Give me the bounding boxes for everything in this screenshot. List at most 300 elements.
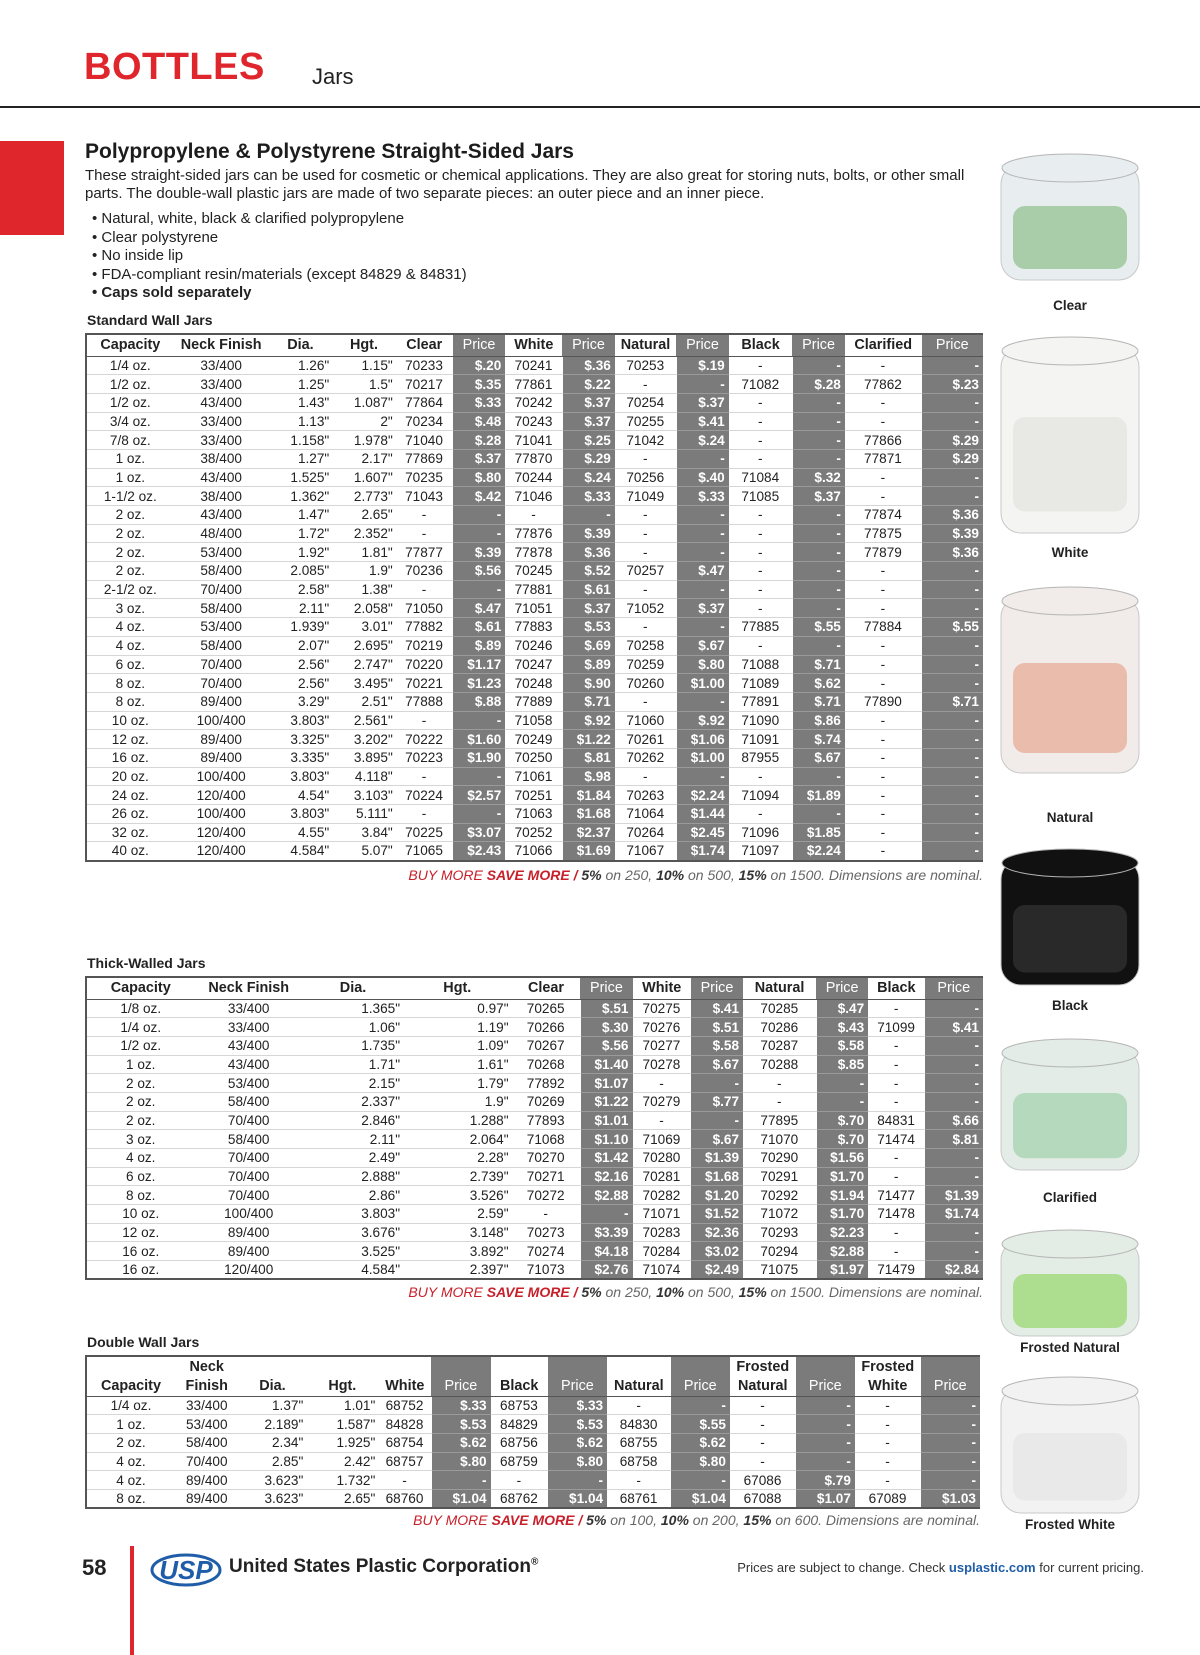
note-fragment: SAVE MORE /	[486, 867, 578, 883]
column-header-top: Neck	[189, 1358, 224, 1375]
table-cell: 2.352"	[332, 524, 396, 543]
price-cell: $.61	[453, 618, 506, 637]
table-cell: 70/400	[194, 1149, 302, 1168]
table-cell: -	[845, 636, 922, 655]
table-cell: 77879	[845, 543, 922, 562]
table-cell: 1.735"	[303, 1036, 403, 1055]
table-cell: 77893	[512, 1111, 581, 1130]
feature-item: • Natural, white, black & clarified polypropylene	[92, 210, 467, 229]
table-cell: 70/400	[175, 1452, 239, 1471]
price-cell: $.41	[925, 1018, 984, 1037]
table-cell: 1-1/2 oz.	[86, 487, 174, 506]
column-header: Clear	[396, 334, 453, 356]
table-cell: 2-1/2 oz.	[86, 580, 174, 599]
price-cell: $.90	[562, 674, 615, 693]
table-cell: 2.15"	[303, 1074, 403, 1093]
table-cell: 84828	[378, 1415, 431, 1434]
price-cell: $.67	[691, 1130, 743, 1149]
price-cell: -	[796, 1396, 855, 1415]
table-cell: 4.584"	[269, 842, 333, 861]
column-header: Price	[922, 334, 983, 356]
table-cell: -	[729, 412, 793, 431]
price-cell: $1.01	[580, 1111, 632, 1130]
table-cell: 70269	[512, 1092, 581, 1111]
table-cell: -	[743, 1092, 816, 1111]
price-cell: -	[792, 431, 845, 450]
table-row	[86, 1452, 980, 1471]
table-row	[86, 562, 983, 581]
table-cell: 2.561"	[332, 711, 396, 730]
price-cell: $.36	[562, 356, 615, 375]
price-cell: $.24	[676, 431, 729, 450]
table-cell: 89/400	[175, 1471, 239, 1490]
column-header: Price	[676, 334, 729, 356]
table-cell: 71051	[505, 599, 562, 618]
table-cell: 120/400	[174, 842, 269, 861]
table-cell: 2 oz.	[86, 506, 174, 525]
price-cell: $.20	[453, 356, 506, 375]
table-cell: 70268	[512, 1055, 581, 1074]
table-cell: 2.747"	[332, 655, 396, 674]
table-cell: -	[855, 1452, 921, 1471]
table-cell: 77875	[845, 524, 922, 543]
table-cell: 71043	[396, 487, 453, 506]
table-cell: 70257	[615, 562, 676, 581]
table-cell: 70260	[615, 674, 676, 693]
table-cell: 70281	[633, 1167, 691, 1186]
table-cell: 1.365"	[303, 999, 403, 1018]
website-link[interactable]: usplastic.com	[948, 1560, 1036, 1575]
table-cell: 0.97"	[403, 999, 511, 1018]
price-cell: $1.04	[431, 1489, 490, 1508]
price-cell: -	[922, 786, 983, 805]
table-cell: 33/400	[174, 431, 269, 450]
price-cell: $.53	[562, 618, 615, 637]
table-cell: 1.01"	[306, 1396, 378, 1415]
table-cell: 89/400	[175, 1489, 239, 1508]
price-cell: $1.00	[676, 674, 729, 693]
table-cell: -	[743, 1074, 816, 1093]
price-cell: -	[922, 767, 983, 786]
table-cell: 71089	[729, 674, 793, 693]
table-cell: 1.81"	[332, 543, 396, 562]
table-cell: 70/400	[174, 674, 269, 693]
table-cell: 53/400	[174, 543, 269, 562]
table-cell: 77882	[396, 618, 453, 637]
table-cell: 71082	[729, 375, 793, 394]
jar-image	[995, 150, 1145, 290]
table-cell: -	[855, 1415, 921, 1434]
table-cell: 71066	[505, 842, 562, 861]
table-cell: 71050	[396, 599, 453, 618]
table-cell: 70258	[615, 636, 676, 655]
price-cell: $.22	[562, 375, 615, 394]
price-cell: $2.24	[676, 786, 729, 805]
column-header-top	[306, 1356, 378, 1376]
table-cell: 2.58"	[269, 580, 333, 599]
table-cell: -	[615, 692, 676, 711]
column-header: Black	[491, 1376, 548, 1396]
price-cell: $.37	[562, 393, 615, 412]
table-cell: -	[845, 674, 922, 693]
table-cell: 12 oz.	[86, 1223, 194, 1242]
table-cell: 71049	[615, 487, 676, 506]
table-cell: 43/400	[174, 506, 269, 525]
table-cell: 77884	[845, 618, 922, 637]
price-cell: $.74	[792, 730, 845, 749]
table-cell: 2 oz.	[86, 562, 174, 581]
table-cell: 33/400	[174, 375, 269, 394]
price-cell: $.62	[792, 674, 845, 693]
table-cell: 77866	[845, 431, 922, 450]
price-cell: $.37	[792, 487, 845, 506]
price-cell: -	[453, 767, 506, 786]
price-cell: -	[676, 692, 729, 711]
table-cell: 68756	[491, 1433, 548, 1452]
price-cell: $.52	[562, 562, 615, 581]
standard-table-title: Standard Wall Jars	[87, 312, 213, 328]
table-cell: 70271	[512, 1167, 581, 1186]
price-cell: $.55	[922, 618, 983, 637]
table-cell: 3.803"	[269, 711, 333, 730]
column-header-top	[796, 1356, 855, 1376]
table-cell: 71069	[633, 1130, 691, 1149]
table-cell: 70/400	[194, 1167, 302, 1186]
table-cell: 2.49"	[303, 1149, 403, 1168]
table-row	[86, 1036, 983, 1055]
table-row	[86, 748, 983, 767]
table-cell: 70275	[633, 999, 691, 1018]
table-cell: -	[396, 524, 453, 543]
table-cell: -	[729, 562, 793, 581]
table-cell: 1.158"	[269, 431, 333, 450]
table-cell: 3.803"	[303, 1205, 403, 1224]
table-cell: 2.064"	[403, 1130, 511, 1149]
table-cell: 1/8 oz.	[86, 999, 194, 1018]
table-row	[86, 1167, 983, 1186]
price-cell: -	[922, 487, 983, 506]
column-header: Price	[816, 977, 868, 999]
price-cell: $.88	[453, 692, 506, 711]
price-cell: $.47	[453, 599, 506, 618]
price-cell: -	[792, 356, 845, 375]
note-fragment: on 200,	[688, 1512, 744, 1528]
table-cell: 1.732"	[306, 1471, 378, 1490]
table-row	[86, 1396, 980, 1415]
table-cell: -	[729, 636, 793, 655]
price-cell: $.89	[453, 636, 506, 655]
price-cell: -	[921, 1415, 980, 1434]
table-cell: 77888	[396, 692, 453, 711]
table-cell: 1/2 oz.	[86, 1036, 194, 1055]
table-cell: 4.118"	[332, 767, 396, 786]
price-cell: -	[925, 1242, 984, 1261]
table-cell: 33/400	[174, 412, 269, 431]
table-row	[86, 356, 983, 375]
table-row	[86, 730, 983, 749]
price-cell: $.80	[431, 1452, 490, 1471]
price-cell: $.89	[562, 655, 615, 674]
table-row	[86, 674, 983, 693]
table-cell: 70288	[743, 1055, 816, 1074]
column-header: Natural	[730, 1376, 796, 1396]
table-cell: 58/400	[194, 1130, 302, 1149]
table-cell: 1.61"	[403, 1055, 511, 1074]
table-cell: 70/400	[194, 1111, 302, 1130]
table-cell: -	[845, 823, 922, 842]
table-row	[86, 543, 983, 562]
table-cell: 70273	[512, 1223, 581, 1242]
note-fragment: BUY MORE	[408, 1284, 487, 1300]
table-cell: 3.526"	[403, 1186, 511, 1205]
table-cell: 2 oz.	[86, 1433, 175, 1452]
table-cell: 32 oz.	[86, 823, 174, 842]
table-cell: 3.325"	[269, 730, 333, 749]
jar-image	[995, 333, 1145, 543]
table-cell: 53/400	[174, 618, 269, 637]
table-cell: -	[845, 599, 922, 618]
table-cell: 24 oz.	[86, 786, 174, 805]
price-cell: $.43	[816, 1018, 868, 1037]
table-cell: 3.148"	[403, 1223, 511, 1242]
price-cell: $1.52	[691, 1205, 743, 1224]
table-cell: -	[729, 393, 793, 412]
price-cell: $.58	[816, 1036, 868, 1055]
price-cell: -	[922, 599, 983, 618]
table-cell: 70245	[505, 562, 562, 581]
price-cell: -	[922, 748, 983, 767]
table-cell: -	[868, 1074, 924, 1093]
table-cell: 2.846"	[303, 1111, 403, 1130]
table-cell: -	[633, 1074, 691, 1093]
table-row	[86, 1205, 983, 1224]
price-cell: $2.88	[816, 1242, 868, 1261]
price-cell: $.80	[548, 1452, 607, 1471]
table-cell: 70256	[615, 468, 676, 487]
price-cell: $2.36	[691, 1223, 743, 1242]
table-cell: 70217	[396, 375, 453, 394]
table-cell: 4 oz.	[86, 636, 174, 655]
price-cell: $1.10	[580, 1130, 632, 1149]
table-cell: 70278	[633, 1055, 691, 1074]
table-cell: -	[633, 1111, 691, 1130]
column-header-top	[86, 1356, 175, 1376]
table-cell: 1.087"	[332, 393, 396, 412]
price-cell: $2.37	[562, 823, 615, 842]
table-cell: 2.42"	[306, 1452, 378, 1471]
price-cell: $.56	[453, 562, 506, 581]
table-cell: 2 oz.	[86, 1092, 194, 1111]
column-header: Capacity	[86, 1376, 175, 1396]
column-header: Natural	[743, 977, 816, 999]
table-cell: 1.978"	[332, 431, 396, 450]
table-cell: 68757	[378, 1452, 431, 1471]
table-cell: 71084	[729, 468, 793, 487]
table-cell: 77883	[505, 618, 562, 637]
table-cell: 1/2 oz.	[86, 375, 174, 394]
price-cell: -	[925, 999, 984, 1018]
price-cell: $1.90	[453, 748, 506, 767]
price-cell: $3.07	[453, 823, 506, 842]
price-cell: $.51	[580, 999, 632, 1018]
page-number: 58	[82, 1555, 107, 1580]
table-cell: -	[868, 1167, 924, 1186]
table-cell: 2.86"	[303, 1186, 403, 1205]
price-cell: $.32	[792, 468, 845, 487]
price-cell: -	[676, 449, 729, 468]
table-cell: -	[845, 786, 922, 805]
price-cell: $.56	[580, 1036, 632, 1055]
table-cell: 1.925"	[306, 1433, 378, 1452]
table-cell: 70221	[396, 674, 453, 693]
column-header-top	[239, 1356, 307, 1376]
price-cell: $.24	[562, 468, 615, 487]
price-cell: $.69	[562, 636, 615, 655]
note-fragment: BUY MORE	[408, 867, 487, 883]
price-cell: -	[796, 1452, 855, 1471]
table-cell: 2 oz.	[86, 543, 174, 562]
table-cell: 70247	[505, 655, 562, 674]
price-cell: $1.22	[580, 1092, 632, 1111]
price-cell: -	[676, 618, 729, 637]
table-cell: 70/400	[174, 655, 269, 674]
table-cell: 10 oz.	[86, 711, 174, 730]
subsection-title: Jars	[312, 64, 354, 89]
table-cell: 1.939"	[269, 618, 333, 637]
price-cell: $.37	[676, 599, 729, 618]
table-row	[86, 1149, 983, 1168]
table-cell: 70235	[396, 468, 453, 487]
table-cell: 1.79"	[403, 1074, 511, 1093]
column-header-top: Frosted	[736, 1358, 790, 1375]
table-cell: 1.06"	[303, 1018, 403, 1037]
table-cell: 2.085"	[269, 562, 333, 581]
table-cell: 70284	[633, 1242, 691, 1261]
price-cell: -	[792, 599, 845, 618]
table-cell: -	[868, 1242, 924, 1261]
price-cell: -	[792, 393, 845, 412]
table-cell: 77877	[396, 543, 453, 562]
table-cell: -	[491, 1471, 548, 1490]
table-cell: 2.85"	[239, 1452, 307, 1471]
table-cell: 71097	[729, 842, 793, 861]
price-cell: $.80	[453, 468, 506, 487]
note-fragment: 10%	[656, 1284, 685, 1300]
table-cell: 70272	[512, 1186, 581, 1205]
price-cell: $.98	[562, 767, 615, 786]
table-cell: 8 oz.	[86, 1186, 194, 1205]
table-cell: 70220	[396, 655, 453, 674]
price-cell: -	[548, 1471, 607, 1490]
table-cell: -	[868, 1223, 924, 1242]
table-cell: 2.28"	[403, 1149, 511, 1168]
table-cell: 77878	[505, 543, 562, 562]
note-fragment: on 600. Dimensions are nominal.	[771, 1512, 980, 1528]
table-cell: 77870	[505, 449, 562, 468]
section-tab	[0, 141, 64, 235]
table-cell: -	[845, 655, 922, 674]
table-cell: 1.26"	[269, 356, 333, 375]
table-cell: -	[615, 524, 676, 543]
table-cell: 26 oz.	[86, 805, 174, 824]
price-cell: $.36	[922, 543, 983, 562]
table-cell: 70253	[615, 356, 676, 375]
table-cell: 70250	[505, 748, 562, 767]
price-cell: -	[792, 562, 845, 581]
price-cell: -	[792, 412, 845, 431]
table-cell: 77864	[396, 393, 453, 412]
table-cell: 8 oz.	[86, 692, 174, 711]
double-table-title: Double Wall Jars	[87, 1334, 200, 1350]
price-cell: $4.18	[580, 1242, 632, 1261]
table-cell: 4 oz.	[86, 1471, 175, 1490]
table-cell: 71072	[743, 1205, 816, 1224]
column-header: Price	[580, 977, 632, 999]
table-cell: 71075	[743, 1261, 816, 1280]
price-cell: $2.23	[816, 1223, 868, 1242]
table-cell: 70241	[505, 356, 562, 375]
table-cell: 77876	[505, 524, 562, 543]
price-cell: -	[792, 636, 845, 655]
price-cell: $.62	[671, 1433, 730, 1452]
column-header-top	[378, 1356, 431, 1376]
table-cell: -	[615, 543, 676, 562]
price-cell: $1.56	[816, 1149, 868, 1168]
table-cell: 71090	[729, 711, 793, 730]
table-cell: 3.803"	[269, 805, 333, 824]
price-cell: -	[676, 543, 729, 562]
jar-caption: Frosted Natural	[1020, 1340, 1120, 1355]
section-title: BOTTLES	[84, 46, 265, 88]
table-cell: -	[845, 356, 922, 375]
column-header: Neck Finish	[174, 334, 269, 356]
table-cell: 70264	[615, 823, 676, 842]
price-cell: -	[925, 1092, 984, 1111]
table-cell: 71085	[729, 487, 793, 506]
table-cell: -	[729, 449, 793, 468]
table-cell: 70244	[505, 468, 562, 487]
price-cell: $1.89	[792, 786, 845, 805]
table-cell: 1/4 oz.	[86, 1018, 194, 1037]
table-cell: 70279	[633, 1092, 691, 1111]
column-header: Price	[691, 977, 743, 999]
table-cell: 4 oz.	[86, 1149, 194, 1168]
price-cell: $.70	[816, 1111, 868, 1130]
table-cell: 2.65"	[306, 1489, 378, 1508]
table-cell: 100/400	[174, 711, 269, 730]
table-cell: 2.56"	[269, 655, 333, 674]
table-cell: 71094	[729, 786, 793, 805]
price-cell: $1.39	[691, 1149, 743, 1168]
price-cell: -	[671, 1471, 730, 1490]
price-cell: $1.60	[453, 730, 506, 749]
table-cell: 70294	[743, 1242, 816, 1261]
price-cell: -	[921, 1471, 980, 1490]
column-header: Price	[671, 1376, 730, 1396]
table-cell: 53/400	[175, 1415, 239, 1434]
table-cell: -	[845, 730, 922, 749]
table-cell: 2.11"	[303, 1130, 403, 1149]
table-cell: -	[729, 767, 793, 786]
table-cell: -	[845, 412, 922, 431]
table-cell: 77891	[729, 692, 793, 711]
table-cell: 4.54"	[269, 786, 333, 805]
price-cell: $.67	[691, 1055, 743, 1074]
table-cell: -	[845, 748, 922, 767]
column-header-top	[548, 1356, 607, 1376]
price-cell: $.80	[671, 1452, 730, 1471]
price-cell: $1.97	[816, 1261, 868, 1280]
